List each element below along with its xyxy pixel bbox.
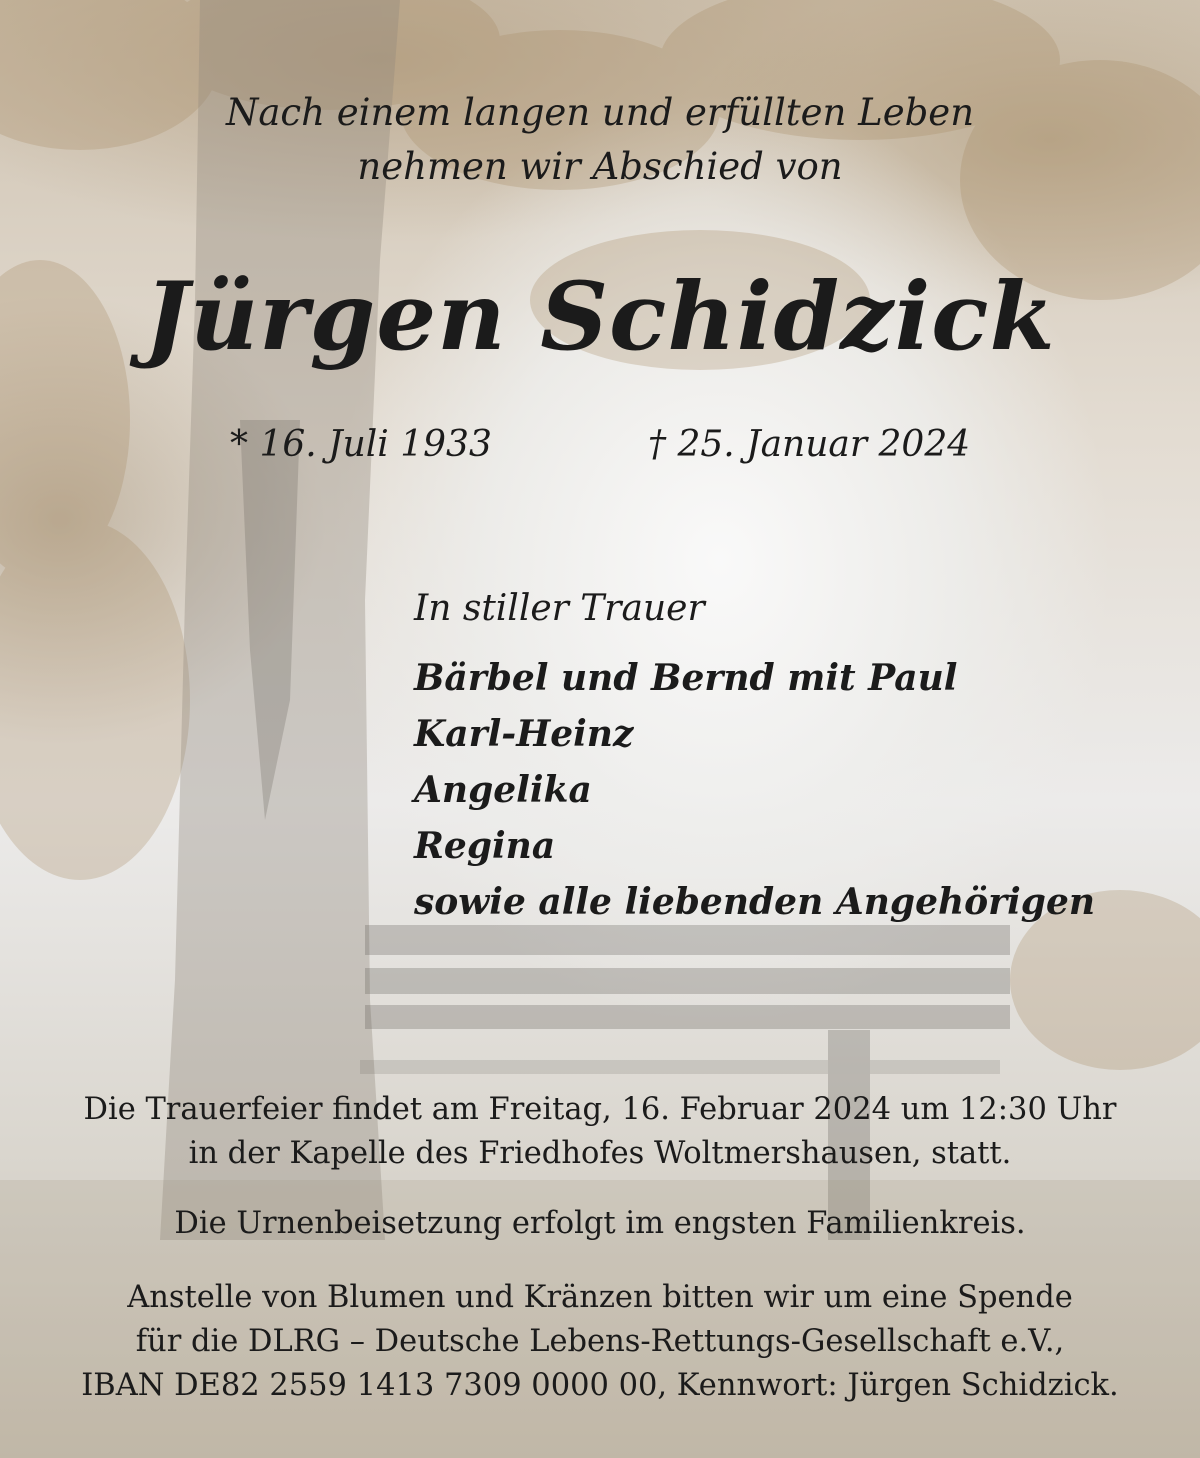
service-line: Die Trauerfeier findet am Freitag, 16. Februar 2024 um 12:30 Uhr [83, 1092, 1117, 1127]
intro-line: nehmen wir Abschied von [357, 145, 843, 188]
donation-line: Anstelle von Blumen und Kränzen bitten wir um eine Spende [127, 1280, 1073, 1315]
intro-text [0, 86, 1200, 194]
donation-line: für die DLRG – Deutsche Lebens-Rettungs-Gesellschaft e.V., [135, 1324, 1065, 1359]
urn-burial-info [0, 1202, 1200, 1246]
deceased-name: Jürgen Schidzick [144, 262, 1056, 372]
funeral-service-info [0, 1088, 1200, 1176]
mourner-name: Karl-Heinz [414, 713, 634, 755]
mourner-name: Angelika [414, 769, 592, 811]
mourner-name: Bärbel und Bernd mit Paul [414, 657, 958, 699]
death-date: † 25. Januar 2024 [648, 424, 971, 465]
donation-info [0, 1276, 1200, 1408]
service-line: in der Kapelle des Friedhofes Woltmershausen, statt. [188, 1136, 1012, 1171]
mourner-name: sowie alle liebenden Angehörigen [414, 881, 1096, 923]
mourner-list [414, 650, 1095, 930]
donation-line: IBAN DE82 2559 1413 7309 0000 00, Kennwort: Jürgen Schidzick. [81, 1368, 1119, 1403]
urn-line: Die Urnenbeisetzung erfolgt im engsten Familienkreis. [174, 1206, 1026, 1241]
mourning-label: In stiller Trauer [414, 588, 705, 629]
birth-date: * 16. Juli 1933 [230, 424, 492, 465]
mourner-name: Regina [414, 825, 556, 867]
intro-line: Nach einem langen und erfüllten Leben [225, 91, 975, 134]
